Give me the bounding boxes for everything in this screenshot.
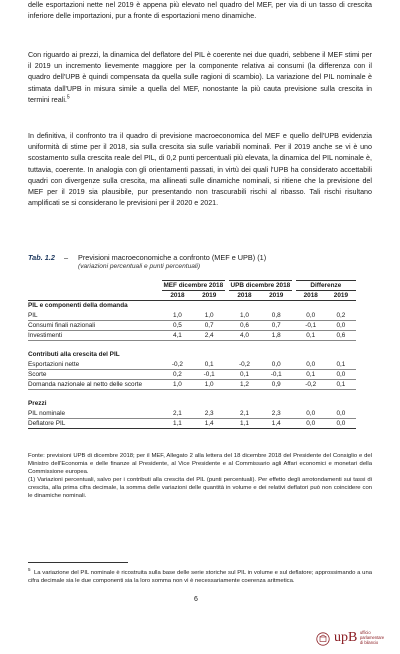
cell-value: 0,0 [296, 409, 326, 419]
cell-value: 0,1 [296, 331, 326, 341]
table-row [28, 320, 356, 330]
cell-value: 0,0 [296, 418, 326, 428]
header-group-mef: MEF dicembre 2018 [163, 282, 224, 289]
section-title: Prezzi [28, 400, 47, 408]
cell-value: 0,1 [229, 369, 261, 379]
cell-value: 1,1 [162, 418, 194, 428]
paragraph-conclusion: In definitiva, il confronto tra il quadro di previsione macroeconomica del MEF e quello dell'UPB evidenzia uniformità di stime per il 2018, sia sulla crescita sia sulle variabili nominali. Per il 2019 anche se vi è uno scostamento sulla crescita reale del PIL, di 0,2 punti percentuali più elevata, la dinamica del PIL nominale è, tuttavia, coerente. In analogia con gli orientamenti passati, in virtù dei quali l'UPB ha considerato accettabili quadri con divergenze sulla crescita, ma allineati sulle dinamiche nominali, si ritiene che la previsione del MEF per il 2019 sia plausibile, pur presentando non trascurabili rischi al ribasso. Tali rischi risultano amplificati se si considerano le previsioni per il 2020 e 2021. [28, 132, 372, 208]
row-label: Deflatore PIL [28, 418, 162, 428]
cell-value: 2,4 [193, 331, 225, 341]
cell-value: 1,4 [193, 418, 225, 428]
table-footnote-1: (1) Variazioni percentuali, salvo per i contributi alla crescita del PIL (punti percentuali). Per effetto degli arrotondamenti sui tassi di crescita, alla prima cifra decimale, la somma delle variazioni delle quantità in volume e dei relativi deflatori può non coincidere con le dinamiche nominali. [28, 477, 372, 500]
cell-value: -0,2 [229, 360, 261, 370]
header-group-upb: UPB dicembre 2018 [230, 282, 291, 289]
cell-value: 0,0 [260, 360, 292, 370]
cell-value: 0,1 [326, 380, 356, 390]
header-year: 2019 [193, 291, 225, 301]
seal-icon [316, 632, 330, 646]
table-source-note: Fonte: previsioni UPB di dicembre 2018; per il MEF, Allegato 2 alla lettera del 18 dicembre 2018 del Presidente del Consiglio e del Ministro dell'Economia e delle finanze al Presidente, al Vice Presidente e al Commissario agli Affari economici e monetari della Commissione europea. [28, 453, 372, 476]
cell-value: 1,4 [260, 418, 292, 428]
table-row [28, 331, 356, 341]
cell-value: 0,0 [326, 409, 356, 419]
section-title: Contributi alla crescita del PIL [28, 351, 120, 359]
cell-value: 0,6 [229, 320, 261, 330]
table-caption-dash: – [64, 253, 69, 262]
row-label: Esportazioni nette [28, 360, 162, 370]
cell-value: 0,1 [326, 360, 356, 370]
section-title: PIL e componenti della domanda [28, 302, 128, 310]
logo-text: ufficio parlamentare di bilancio [360, 630, 385, 645]
table-row [28, 380, 356, 390]
footnote-text: La variazione del PIL nominale è ricostruita sulla base delle serie storiche sul PIL in volume e sul deflatore; approssimando a una cifra decimale sia le due componenti sia la loro somma non vi è necessariamente coerenza aritmetica. [28, 569, 372, 584]
cell-value: 0,0 [326, 369, 356, 379]
header-year: 2018 [296, 291, 326, 301]
table-row [28, 369, 356, 379]
table-row [28, 418, 356, 428]
logo-mark: upB [334, 630, 358, 645]
cell-value: 0,8 [260, 311, 292, 321]
cell-value: 0,7 [260, 320, 292, 330]
table-row [28, 311, 356, 321]
paragraph-prices: Con riguardo ai prezzi, la dinamica del deflatore del PIL è coerente nei due quadri, sebbene il MEF stimi per il 2019 un incremento lievemente maggiore per la componente relativa ai consumi (la differenza con il quadro dell'UPB è quindi compensata da quella sulle ragioni di scambio). La variazione del PIL nominale è stimata dall'UPB in misura simile a quella del MEF, nonostante la più cauta previsione sulla crescita in termini reali.$^5$ [28, 51, 372, 104]
cell-value: 1,0 [162, 311, 194, 321]
cell-value: 0,0 [296, 360, 326, 370]
footnote-reference[interactable]: 5 [66, 94, 70, 101]
row-label: Investimenti [28, 331, 162, 341]
footnote [28, 566, 372, 585]
cell-value: 0,0 [296, 311, 326, 321]
cell-value: 1,1 [229, 418, 261, 428]
header-year: 2019 [260, 291, 292, 301]
upb-logo [316, 630, 396, 650]
cell-value: 1,0 [193, 380, 225, 390]
cell-value: 1,2 [229, 380, 261, 390]
cell-value: 1,8 [260, 331, 292, 341]
cell-value: -0,2 [162, 360, 194, 370]
table-number: Tab. 1.2 [28, 253, 55, 262]
table-title: Previsioni macroeconomiche a confronto (MEF e UPB) (1) [78, 253, 267, 262]
cell-value: 0,6 [326, 331, 356, 341]
header-group-diff: Differenze [296, 281, 356, 291]
cell-value: 0,1 [296, 369, 326, 379]
paragraph-prices-text: Con riguardo ai prezzi, la dinamica del deflatore del PIL è coerente nei due quadri, sebbene il MEF stimi per il 2019 un incremento lievemente maggiore per la componente relativa ai consumi (la differenza con il quadro dell'UPB è quindi compensata da quella sulle ragioni di scambio). La variazione del PIL nominale è stimata dall'UPB in misura simile a quella del MEF, nonostante la più cauta previsione sulla crescita in termini reali [28, 51, 372, 104]
cell-value: 0,1 [193, 360, 225, 370]
cell-value: 1,0 [229, 311, 261, 321]
table-row [28, 360, 356, 370]
header-year: 2019 [326, 291, 356, 301]
row-label: Domanda nazionale al netto delle scorte [28, 380, 162, 390]
page-number: 6 [194, 596, 198, 603]
cell-value: 0,9 [260, 380, 292, 390]
footnote-mark: 5 [28, 567, 31, 572]
cell-value: 2,1 [229, 409, 261, 419]
forecast-table [28, 280, 356, 429]
cell-value: 4,1 [162, 331, 194, 341]
cell-value: 1,0 [193, 311, 225, 321]
table-row [28, 409, 356, 419]
cell-value: -0,1 [296, 320, 326, 330]
row-label: PIL nominale [28, 409, 162, 419]
cell-value: 2,1 [162, 409, 194, 419]
cell-value: 0,5 [162, 320, 194, 330]
row-label: Consumi finali nazionali [28, 320, 162, 330]
cell-value: 0,2 [162, 369, 194, 379]
cell-value: 0,0 [326, 320, 356, 330]
cell-value: 0,0 [326, 418, 356, 428]
cell-value: 2,3 [193, 409, 225, 419]
footnote-divider [28, 562, 128, 563]
header-year: 2018 [229, 291, 261, 301]
cell-value: 2,3 [260, 409, 292, 419]
cell-value: 0,7 [193, 320, 225, 330]
cell-value: 4,0 [229, 331, 261, 341]
cell-value: -0,1 [260, 369, 292, 379]
cell-value: -0,1 [193, 369, 225, 379]
header-year: 2018 [162, 291, 194, 301]
cell-value: -0,2 [296, 380, 326, 390]
paragraph-exports: delle esportazioni nette nel 2019 è appena più elevato nel quadro del MEF, per via di un tasso di crescita inferiore delle importazioni, pur a fronte di esportazioni meno dinamiche. [28, 1, 372, 21]
row-label: PIL [28, 311, 162, 321]
row-label: Scorte [28, 369, 162, 379]
cell-value: 0,2 [326, 311, 356, 321]
cell-value: 1,0 [162, 380, 194, 390]
table-caption [28, 253, 372, 263]
table-subtitle: (variazioni percentuali e punti percentuali) [78, 263, 201, 270]
